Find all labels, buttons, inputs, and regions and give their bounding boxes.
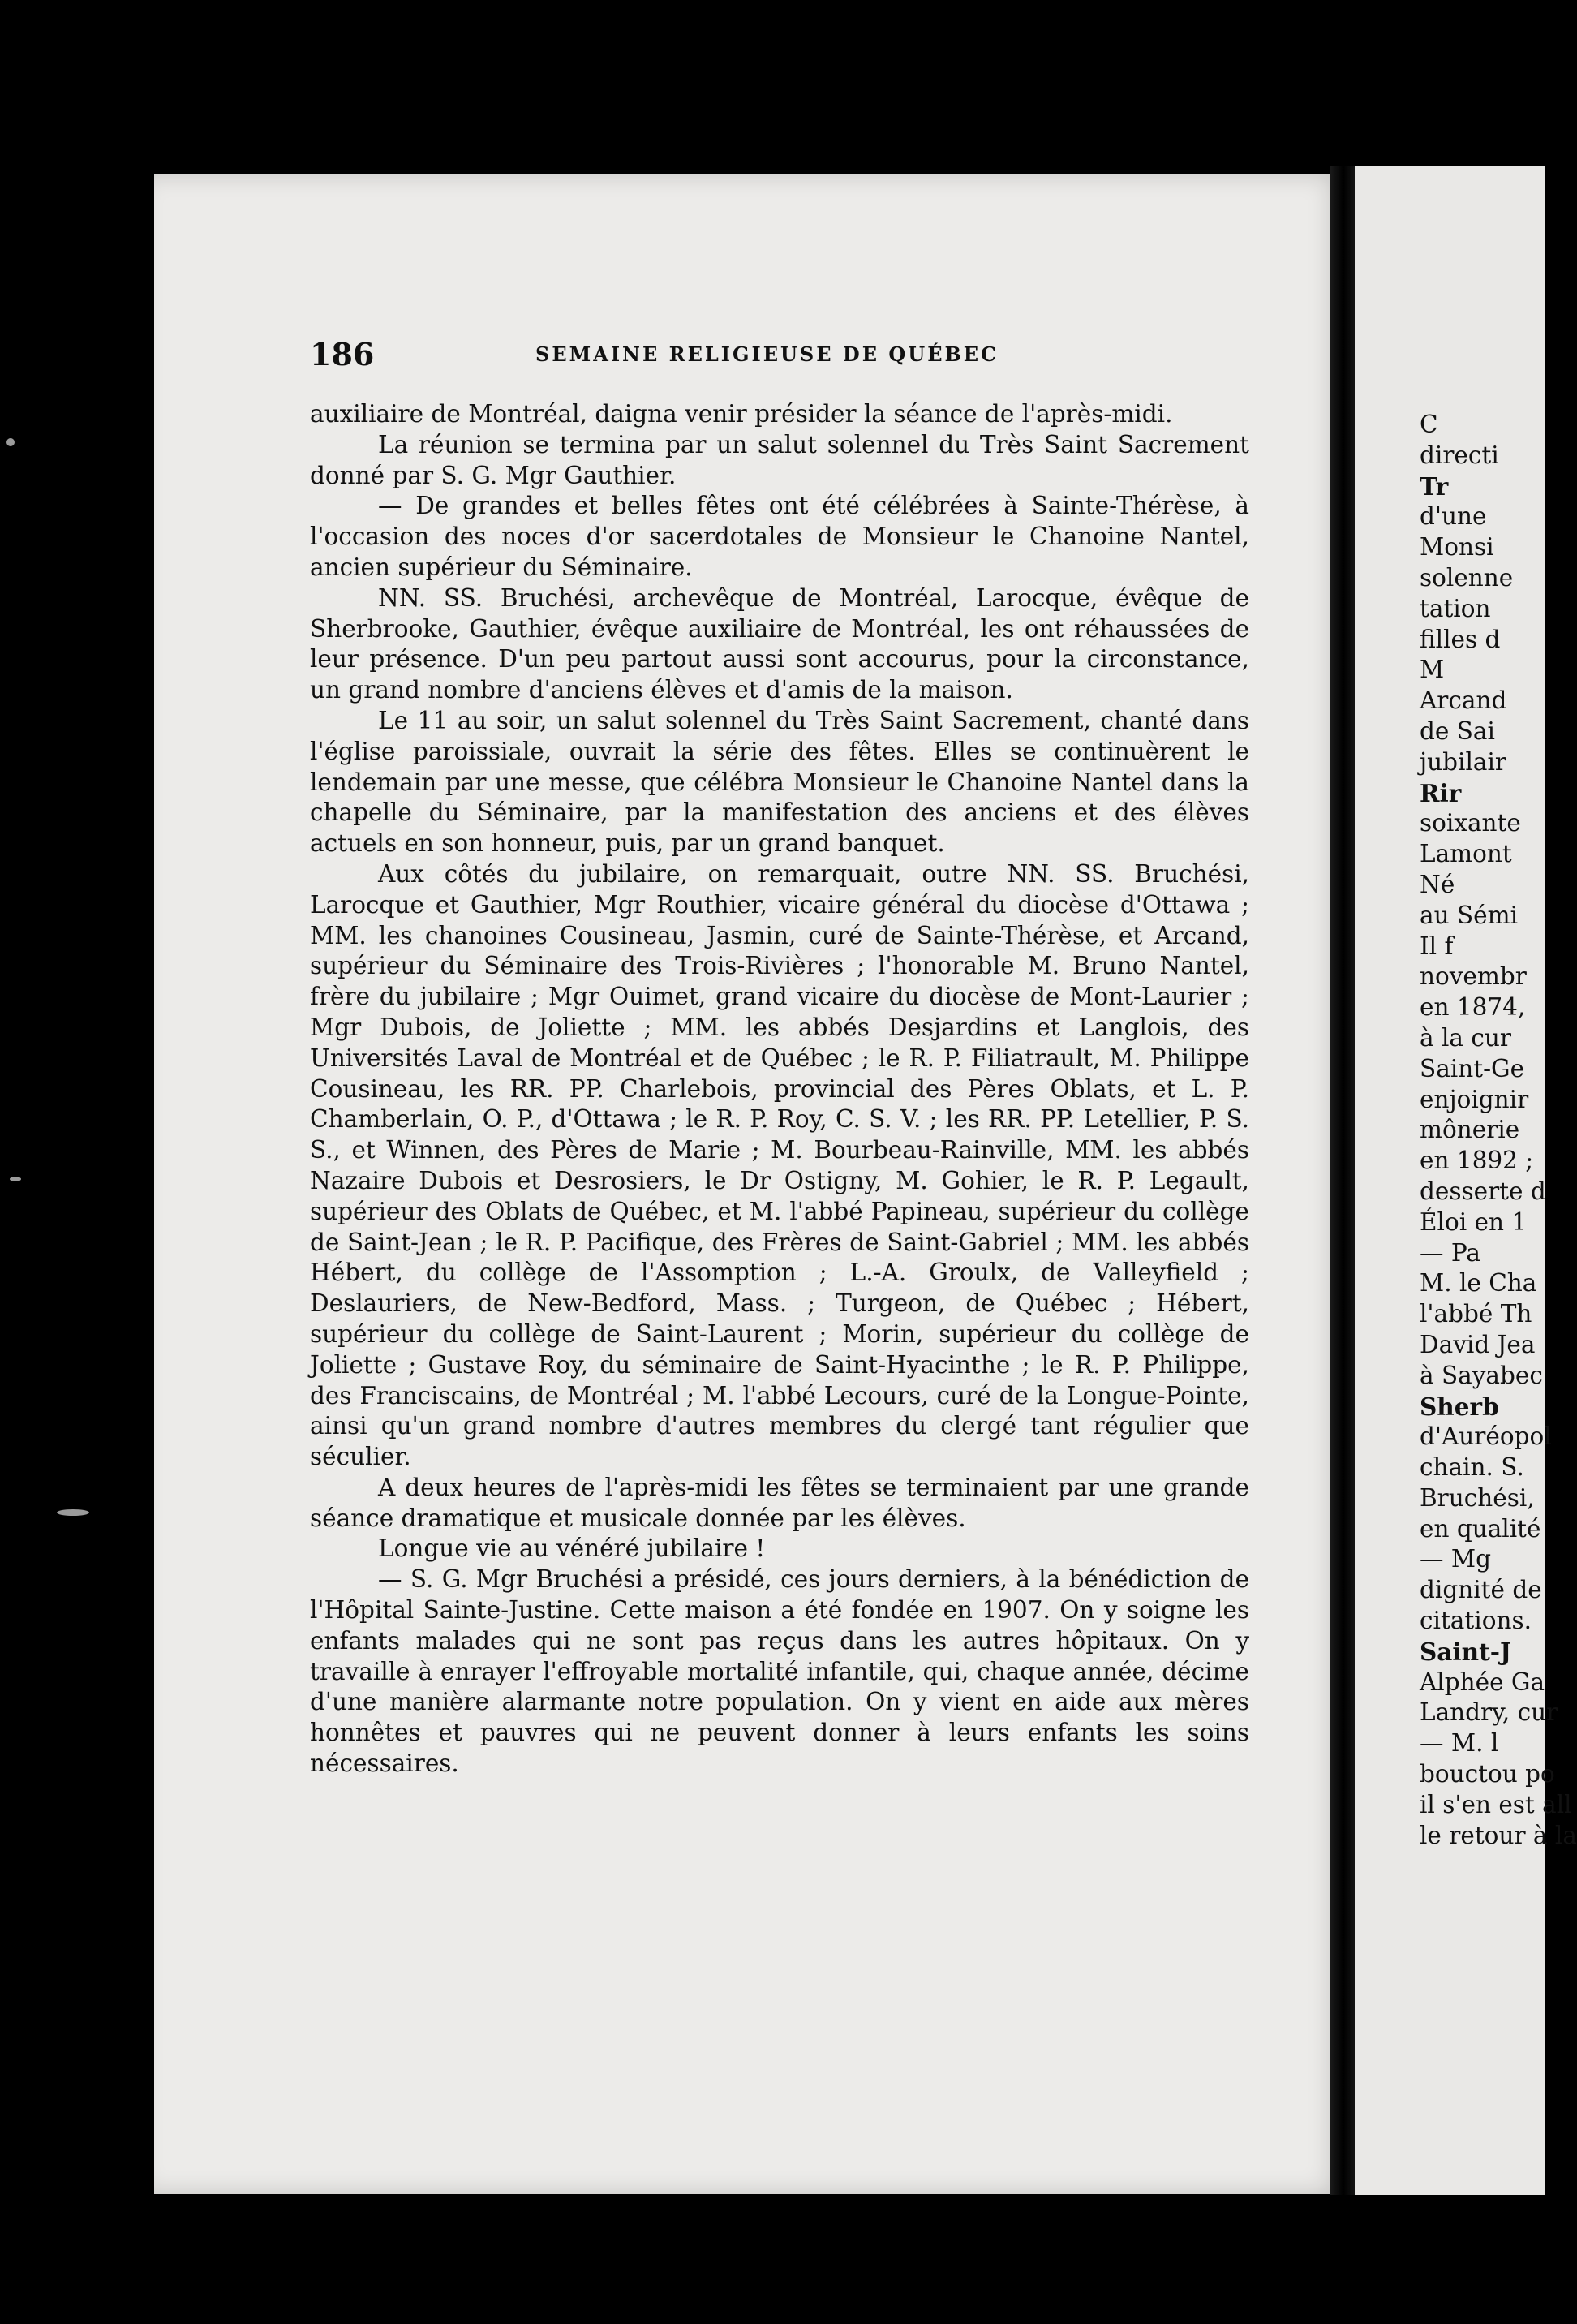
facing-page-line: Tr <box>1420 471 1449 501</box>
running-title: SEMAINE RELIGIEUSE DE QUÉBEC <box>535 342 999 366</box>
facing-page-line: Rir <box>1420 778 1462 807</box>
facing-page-line: Né <box>1420 870 1455 898</box>
facing-page-line: en qualité <box>1420 1514 1541 1543</box>
facing-page-line: en 1892 ; <box>1420 1147 1534 1175</box>
facing-page-line: Il f <box>1420 932 1454 960</box>
facing-page-line: citations. <box>1420 1607 1532 1635</box>
facing-page-line: il s'en est all <box>1420 1790 1572 1818</box>
facing-page-line: Éloi en 1 <box>1420 1207 1528 1236</box>
dust-speck <box>6 438 15 446</box>
facing-page-line: bouctou po <box>1420 1760 1555 1788</box>
facing-page-line: novembr <box>1420 962 1527 991</box>
paragraph: NN. SS. Bruchési, archevêque de Montréal, Larocque, évêque de Sherbrooke, Gauthier, évêque auxiliaire de Montréal, les ont réhaussées de leur présence. D'un peu partout aussi sont accourus, pour la circonstance, un grand nombre d'anciens élèves et d'amis de la maison. <box>310 583 1249 704</box>
facing-page-line: tation <box>1420 594 1491 622</box>
facing-page-line: — M. l <box>1420 1729 1499 1758</box>
facing-page-line: Lamont <box>1420 840 1512 868</box>
facing-page-line: Arcand <box>1420 686 1507 715</box>
facing-page-line: d'une <box>1420 502 1487 531</box>
facing-page-line: l'abbé Th <box>1420 1300 1532 1328</box>
facing-page-line: — Pa <box>1420 1238 1480 1267</box>
facing-page-line: en 1874, <box>1420 993 1526 1022</box>
paragraph: auxiliaire de Montréal, daigna venir présider la séance de l'après-midi. <box>310 400 1173 428</box>
facing-page-line: enjoignir <box>1420 1085 1529 1113</box>
facing-page-line: mônerie <box>1420 1116 1520 1144</box>
running-header <box>310 333 1259 381</box>
article-body <box>310 399 1249 1780</box>
facing-page-line: M. le Cha <box>1420 1269 1537 1298</box>
facing-page-line: à la cur <box>1420 1023 1511 1052</box>
facing-page-line: le retour à la <box>1420 1821 1577 1849</box>
facing-page-line: de Sai <box>1420 717 1495 745</box>
facing-page-line: filles d <box>1420 625 1501 653</box>
facing-page-line: directi <box>1420 441 1499 469</box>
facing-page-line: au Sémi <box>1420 901 1519 929</box>
paragraph: La réunion se termina par un salut solennel du Très Saint Sacrement donné par S. G. Mgr Gauthier. <box>310 430 1249 489</box>
paragraph: Le 11 au soir, un salut solennel du Très Saint Sacrement, chanté dans l'église paroissiale, ouvrait la série des fêtes. Elles se continuèrent le lendemain par une messe, que célébra Monsieur le Chanoine Nantel dans la chapelle du Séminaire, par la manifestation des anciens et des élèves actuels en son honneur, puis, par un grand banquet. <box>310 706 1249 858</box>
facing-page-line: Monsi <box>1420 533 1494 562</box>
facing-page-line: solenne <box>1420 563 1514 592</box>
facing-page-line: desserte d <box>1420 1177 1546 1205</box>
facing-page-column <box>1420 410 1577 1851</box>
paragraph: — S. G. Mgr Bruchési a présidé, ces jours derniers, à la bénédiction de l'Hôpital Sainte-Justine. Cette maison a été fondée en 1907. On y soigne les enfants malades qui ne sont pas reçus dans les autres hôpitaux. On y travaille à enrayer l'effroyable mortalité infantile, qui, chaque année, décime d'une manière alarmante notre population. On y vient en aide aux mères honnêtes et pauvres qui ne peuvent donner à leurs enfants les soins nécessaires. <box>310 1565 1249 1778</box>
facing-page-line: Alphée Ga <box>1420 1668 1545 1696</box>
facing-page-line: Landry, cur <box>1420 1698 1558 1727</box>
facing-page-line: C <box>1420 411 1438 438</box>
paragraph: Longue vie au vénéré jubilaire ! <box>378 1534 766 1563</box>
paragraph: A deux heures de l'après-midi les fêtes se terminaient par une grande séance dramatique et musicale donnée par les élèves. <box>310 1473 1249 1532</box>
facing-page-line: David Jea <box>1420 1330 1536 1358</box>
facing-page-line: jubilair <box>1420 747 1507 776</box>
facing-page-line: Saint-Ge <box>1420 1054 1525 1082</box>
dust-speck <box>57 1509 89 1516</box>
facing-page-line: Saint-J <box>1420 1637 1511 1666</box>
facing-page-line: d'Auréopol <box>1420 1422 1552 1451</box>
facing-page-line: — Mg <box>1420 1545 1491 1573</box>
facing-page-line: à Sayabec <box>1420 1361 1543 1389</box>
facing-page-line: dignité de <box>1420 1576 1542 1604</box>
facing-page-line: Bruchési, <box>1420 1483 1535 1512</box>
facing-page-line: Sherb <box>1420 1392 1499 1421</box>
page-number: 186 <box>310 336 375 372</box>
facing-page-line: M <box>1420 656 1445 684</box>
facing-page-line: chain. S. <box>1420 1453 1524 1482</box>
facing-page-line: soixante <box>1420 809 1521 837</box>
dust-speck <box>10 1177 21 1181</box>
paragraph: — De grandes et belles fêtes ont été célébrées à Sainte-Thérèse, à l'occasion des noces d'or sacerdotales de Monsieur le Chanoine Nantel, ancien supérieur du Séminaire. <box>310 492 1249 581</box>
paragraph: Aux côtés du jubilaire, on remarquait, outre NN. SS. Bruchési, Larocque et Gauthier, Mgr Routhier, vicaire général du diocèse d'Ottawa ; MM. les chanoines Cousineau, Jasmin, curé de Sainte-Thérèse, et Arcand, supérieur du Séminaire des Trois-Rivières ; l'honorable M. Bruno Nantel, frère du jubilaire ; Mgr Ouimet, grand vicaire du diocèse de Mont-Laurier ; Mgr Dubois, de Joliette ; MM. les abbés Desjardins et Langlois, des Universités Laval de Montréal et de Québec ; le R. P. Filiatrault, M. Philippe Cousineau, les RR. PP. Charlebois, provincial des Pères Oblats, et L. P. Chamberlain, O. P., d'Ottawa ; le R. P. Roy, C. S. V. ; les RR. PP. Letellier, P. S. S., et Winnen, des Pères de Marie ; M. Bourbeau-Rainville, MM. les abbés Nazaire Dubois et Desrosiers, le Dr Ostigny, M. Gohier, le R. P. Legault, supérieur des Oblats de Québec, et M. l'abbé Papineau, supérieur du collège de Saint-Jean ; le R. P. Pacifique, des Frères de Saint-Gabriel ; MM. les abbés Hébert, du collège de l'Assomption ; L.-A. Groulx, de Valleyfield ; Deslauriers, de New-Bedford, Mass. ; Turgeon, de Québec ; Hébert, supérieur du collège de Saint-Laurent ; Morin, supérieur du collège de Joliette ; Gustave Roy, du séminaire de Saint-Hyacinthe ; le R. P. Philippe, des Franciscains, de Montréal ; M. l'abbé Lecours, curé de la Longue-Pointe, ainsi qu'un grand nombre d'autres membres du clergé tant régulier que séculier. <box>310 859 1249 1471</box>
